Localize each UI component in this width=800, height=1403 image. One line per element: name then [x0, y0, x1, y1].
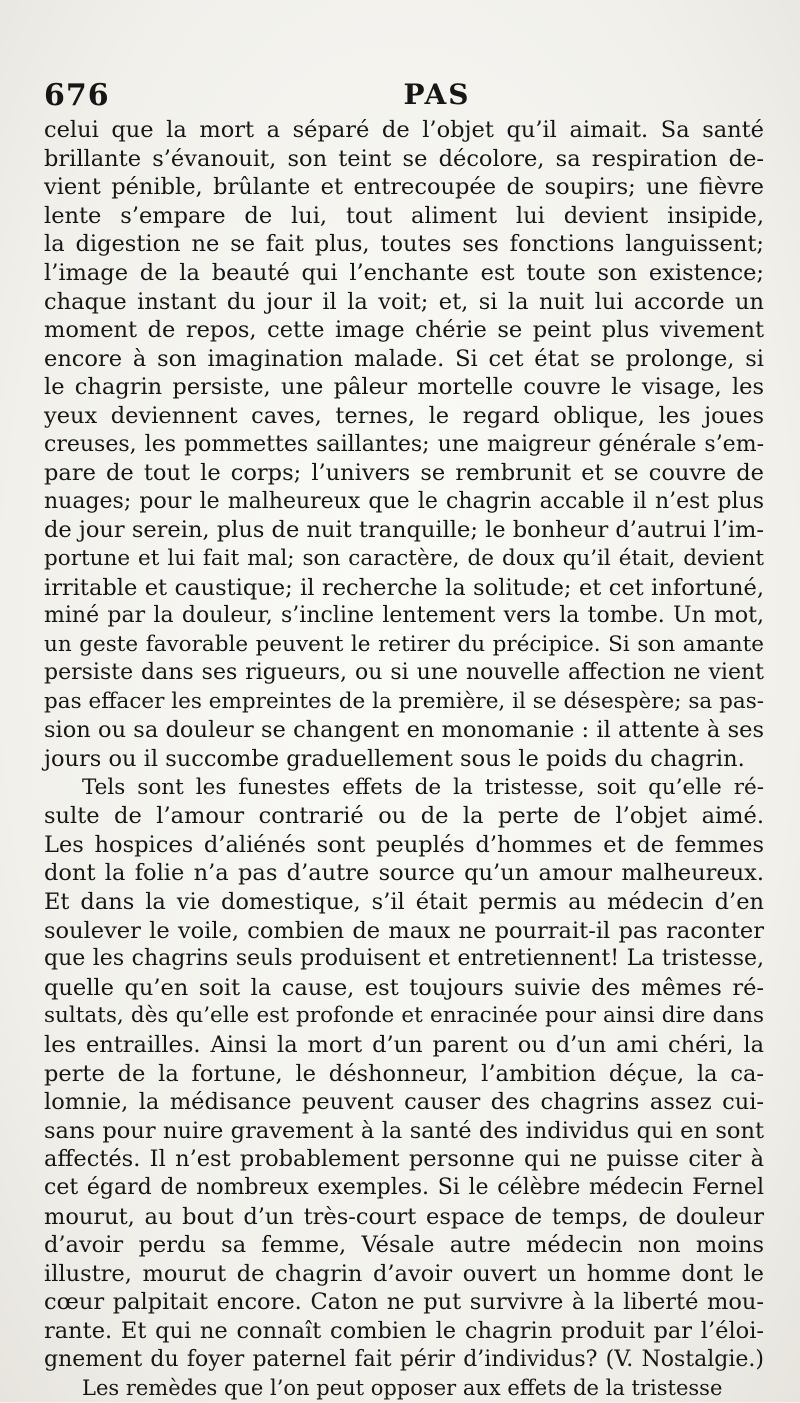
text-line: un geste favorable peuvent le retirer du précipice. Si son amante	[44, 631, 764, 657]
text-line: lomnie, la médisance peuvent causer des chagrins assez cui-	[44, 1089, 764, 1116]
text-line: cet égard de nombreux exemples. Si le célèbre médecin Fernel	[44, 1174, 764, 1200]
text-line: chaque instant du jour il la voit; et, si la nuit lui accorde un	[44, 288, 764, 315]
text-line: miné par la douleur, s’incline lentement vers la tombe. Un mot,	[44, 603, 764, 629]
text-line: Les hospices d’aliénés sont peuplés d’hommes et de femmes	[44, 831, 764, 858]
page-header	[44, 78, 760, 118]
text-line: encore à son imagination malade. Si cet état se prolonge, si	[44, 345, 764, 372]
text-line: lente s’empare de lui, tout aliment lui devient insipide,	[44, 202, 764, 229]
text-line: sulte de l’amour contrarié ou de la perte de l’objet aimé.	[44, 803, 764, 830]
text-line: sans pour nuire gravement à la santé des individus qui en sont	[44, 1117, 764, 1144]
text-line: que les chagrins seuls produisent et entretiennent! La tristesse,	[44, 946, 764, 972]
text-line: le chagrin persiste, une pâleur mortelle couvre le visage, les	[44, 374, 764, 401]
text-line: celui que la mort a séparé de l’objet qu’il aimait. Sa santé	[44, 117, 764, 143]
text-line: sion ou sa douleur se changent en monomanie : il attente à ses	[44, 717, 764, 744]
text-line: perte de la fortune, le déshonneur, l’ambition déçue, la ca-	[44, 1060, 764, 1087]
text-line: jours ou il succombe graduellement sous le poids du chagrin.	[44, 746, 745, 773]
page-number: 676	[44, 78, 110, 113]
text-line: gnement du foyer paternel fait périr d’individus? (V. Nostalgie.)	[44, 1346, 764, 1372]
text-line: de jour serein, plus de nuit tranquille; le bonheur d’autrui l’im-	[44, 517, 764, 544]
text-line: pare de tout le corps; l’univers se rembrunit et se couvre de	[44, 460, 764, 487]
text-line: nuages; pour le malheureux que le chagrin accable il n’est plus	[44, 488, 764, 514]
text-line: Et dans la vie domestique, s’il était permis au médecin d’en	[44, 889, 764, 916]
running-head: PAS	[403, 78, 471, 111]
text-line: Les remèdes que l’on peut opposer aux effets de la tristesse	[82, 1376, 723, 1401]
text-line: soulever le voile, combien de maux ne pourrait-il pas raconter	[44, 917, 764, 944]
text-line: cœur palpitait encore. Caton ne put survivre à la liberté mou-	[44, 1289, 764, 1316]
text-line: affectés. Il n’est probablement personne qui ne puisse citer à	[44, 1146, 764, 1173]
text-line: illustre, mourut de chagrin d’avoir ouvert un homme dont le	[44, 1260, 764, 1287]
text-line: Tels sont les funestes effets de la tristesse, soit qu’elle ré-	[82, 774, 764, 800]
text-line: persiste dans ses rigueurs, ou si une nouvelle affection ne vient	[44, 660, 764, 686]
text-line: pas effacer les empreintes de la première, il se désespère; sa pas-	[44, 688, 764, 714]
text-line: yeux deviennent caves, ternes, le regard oblique, les joues	[44, 402, 764, 429]
text-line: la digestion ne se fait plus, toutes ses fonctions languissent;	[44, 231, 764, 258]
text-line: l’image de la beauté qui l’enchante est toute son existence;	[44, 259, 764, 286]
text-line: mourut, au bout d’un très-court espace de temps, de douleur	[44, 1203, 764, 1230]
text-line: sultats, dès qu’elle est profonde et enracinée pour ainsi dire dans	[44, 1003, 764, 1029]
text-line: dont la folie n’a pas d’autre source qu’un amour malheureux.	[44, 860, 764, 887]
text-line: rante. Et qui ne connaît combien le chagrin produit par l’éloi-	[44, 1317, 764, 1344]
text-line: brillante s’évanouit, son teint se décolore, sa respiration de-	[44, 145, 764, 172]
text-line: vient pénible, brûlante et entrecoupée de soupirs; une fièvre	[44, 174, 764, 201]
text-line: moment de repos, cette image chérie se peint plus vivement	[44, 317, 764, 344]
text-line: creuses, les pommettes saillantes; une maigreur générale s’em-	[44, 431, 764, 457]
body-text	[44, 116, 764, 1403]
text-line: les entrailles. Ainsi la mort d’un parent ou d’un ami chéri, la	[44, 1032, 764, 1058]
text-line: portune et lui fait mal; son caractère, de doux qu’il était, devient	[44, 545, 764, 571]
text-line: d’avoir perdu sa femme, Vésale autre médecin non moins	[44, 1232, 764, 1259]
text-line: quelle qu’en soit la cause, est toujours suivie des mêmes ré-	[44, 974, 764, 1001]
text-line: irritable et caustique; il recherche la solitude; et cet infortuné,	[44, 574, 764, 601]
